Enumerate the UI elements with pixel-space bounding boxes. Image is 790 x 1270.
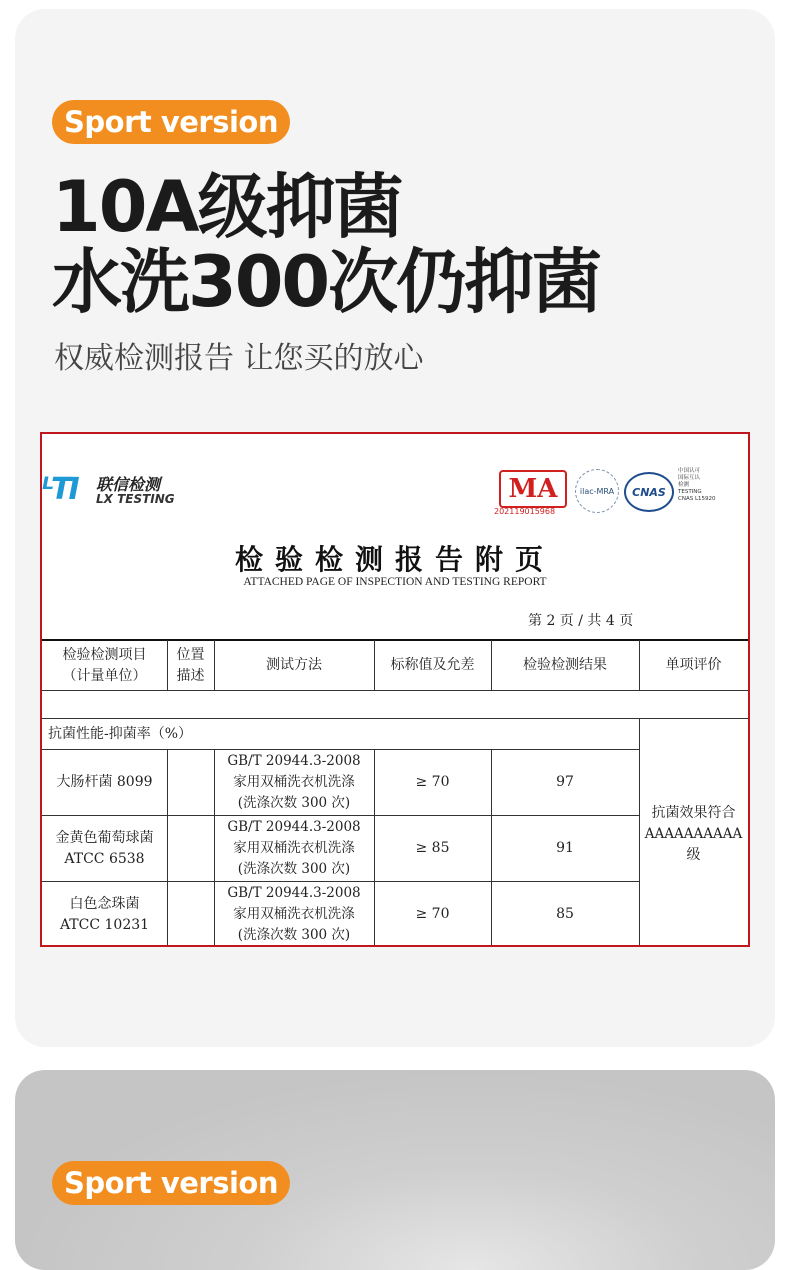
table-row-3-item: 白色念珠菌 ATCC 10231: [59, 895, 150, 933]
cnas-seal-icon: CNAS: [624, 472, 674, 512]
headline-line-2: 水洗300次仍抑菌: [52, 241, 601, 323]
table-row-2-standard: ≥ 85: [415, 840, 450, 856]
header-evaluation: 单项评价: [665, 657, 722, 673]
table-row-3-result: 85: [556, 906, 574, 922]
table-row-1-item: 大肠杆菌 8099: [56, 774, 153, 790]
sport-version-badge-2: Sport version: [52, 1161, 290, 1205]
report-title: 检验检测报告附页: [234, 543, 555, 576]
ilac-mra-seal-icon: ilac-MRA: [575, 469, 619, 513]
table-row-3-method: GB/T 20944.3-2008 家用双桶洗衣机洗涤 (洗涤次数 300 次): [227, 885, 361, 943]
lab-name-en: LX TESTING: [96, 492, 175, 506]
table-row-2-item: 金黄色葡萄球菌 ATCC 6538: [55, 829, 154, 867]
table-row-1-result: 97: [556, 774, 574, 790]
headline-line-1: 10A级抑菌: [52, 166, 402, 248]
sport-version-badge: Sport version: [52, 100, 290, 144]
cma-number: 202119015968: [494, 507, 556, 516]
table-row-1-method: GB/T 20944.3-2008 家用双桶洗衣机洗涤 (洗涤次数 300 次): [227, 753, 361, 811]
header-result: 检验检测结果: [523, 657, 607, 673]
subheadline: 权威检测报告 让您买的放心: [54, 341, 424, 376]
evaluation-cell: 抗菌效果符合 AAAAAAAAAA 级: [644, 804, 743, 863]
header-standard: 标称值及允差: [390, 657, 475, 673]
test-report-image: [40, 432, 750, 947]
table-row-1-standard: ≥ 70: [415, 774, 450, 790]
table-row-2-method: GB/T 20944.3-2008 家用双桶洗衣机洗涤 (洗涤次数 300 次): [227, 819, 361, 877]
header-item: 检验检测项目 （计量单位）: [62, 646, 147, 684]
table-row-3-standard: ≥ 70: [415, 906, 450, 922]
report-subtitle: ATTACHED PAGE OF INSPECTION AND TESTING REPORT: [243, 576, 547, 588]
cnas-accreditation-text: 中国认可 国际互认 检测 TESTING CNAS L15920: [678, 468, 716, 502]
lx-testing-logo-icon: ᴸTI: [42, 472, 77, 507]
lab-name-cn: 联信检测: [96, 475, 161, 494]
header-method: 测试方法: [266, 657, 322, 673]
section-label: 抗菌性能-抑菌率（%）: [48, 725, 193, 742]
table-row-2-result: 91: [556, 840, 574, 856]
header-position: 位置 描述: [176, 646, 205, 684]
cma-seal-icon: MA: [499, 470, 567, 508]
header-bottom-rule: [42, 690, 748, 691]
page-number: 第 2 页 / 共 4 页: [528, 613, 634, 629]
